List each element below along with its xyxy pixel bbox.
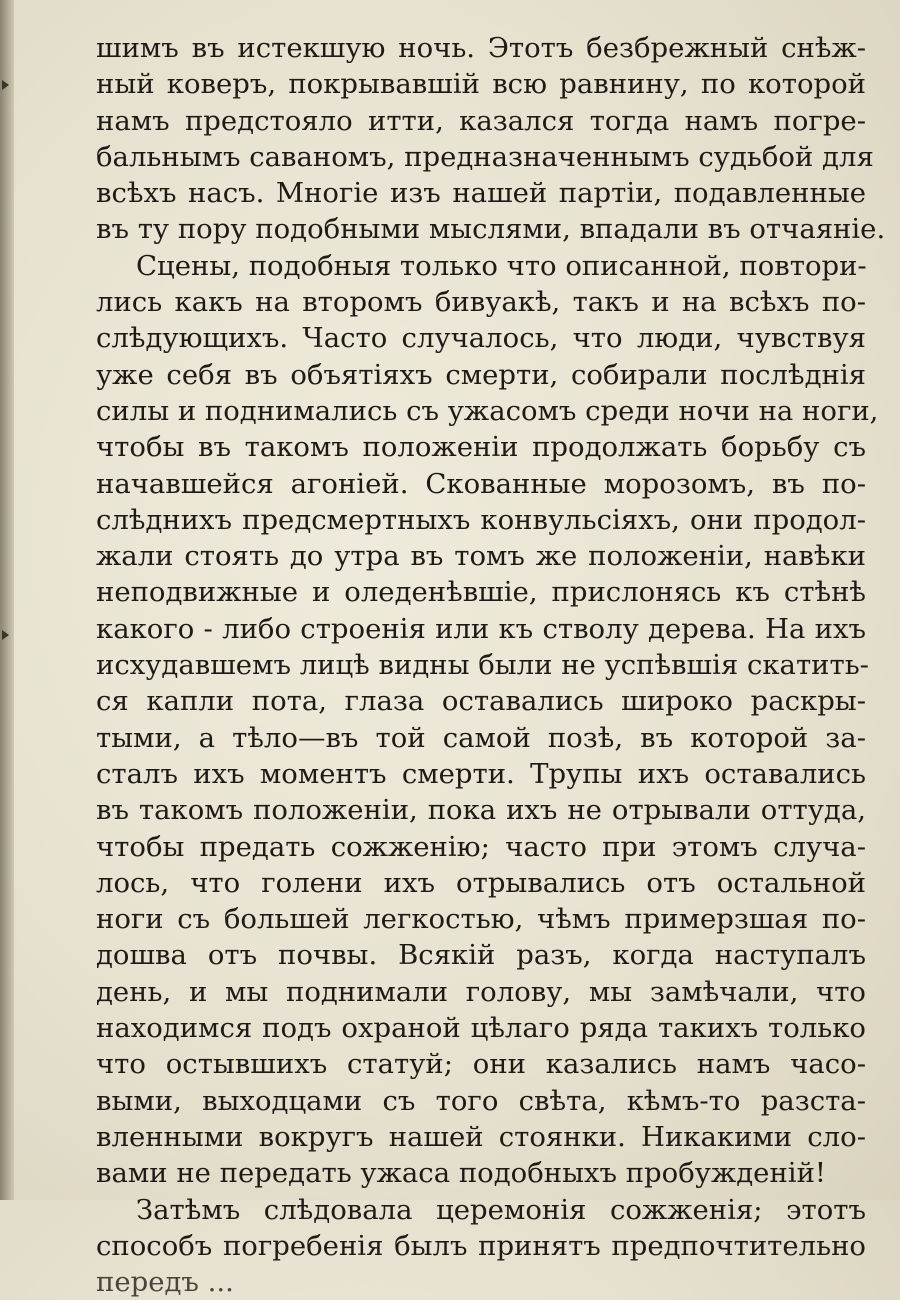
text-line: силы и поднимались съ ужасомъ среди ночи на ноги, xyxy=(96,394,879,427)
text-line: жали стоять до утра въ томъ же положеніи, навѣки xyxy=(96,540,866,573)
text-line: дошва отъ почвы. Всякій разъ, когда наступалъ xyxy=(96,939,866,972)
text-line-cut-off: передъ ... xyxy=(96,1266,234,1299)
text-line: находимся подъ охраной цѣлаго ряда такихъ только xyxy=(96,1012,866,1045)
text-line: слѣднихъ предсмертныхъ конвульсіяхъ, они продол- xyxy=(96,503,866,536)
text-line: всѣхъ насъ. Многіе изъ нашей партіи, подавленные xyxy=(96,177,866,210)
text-line: чтобы предать сожженію; часто при этомъ случа- xyxy=(96,830,866,863)
text-line: ный коверъ, покрывавшій всю равнину, по которой xyxy=(96,68,866,101)
text-line: способъ погребенія былъ принятъ предпочтительно xyxy=(96,1229,866,1262)
text-line: тыми, а тѣло—въ той самой позѣ, въ которой за- xyxy=(96,721,866,754)
text-line: день, и мы поднимали голову, мы замѣчали, что xyxy=(96,975,866,1008)
text-line: намъ предстояло итти, казался тогда намъ погре- xyxy=(96,104,866,137)
text-line: бальнымъ саваномъ, предназначеннымъ судьбой для xyxy=(96,140,874,173)
paragraph-start-line: Сцены, подобныя только что описанной, повтори- xyxy=(136,249,867,282)
text-line: начавшейся агоніей. Скованные морозомъ, въ по- xyxy=(96,467,866,500)
text-line: въ такомъ положеніи, пока ихъ не отрывали оттуда, xyxy=(96,794,866,827)
text-line: вленными вокругъ нашей стоянки. Никакими сло- xyxy=(96,1120,866,1153)
text-line: ноги съ большей легкостью, чѣмъ примерзшая по- xyxy=(96,903,866,936)
text-line: уже себя въ объятіяхъ смерти, собирали послѣднія xyxy=(96,358,866,391)
text-line: выми, выходцами съ того свѣта, кѣмъ-то разста- xyxy=(96,1084,866,1117)
text-line: лись какъ на второмъ бивуакѣ, такъ и на всѣхъ по- xyxy=(96,286,866,319)
paragraph-start-line: Затѣмъ слѣдовала церемонія сожженія; этотъ xyxy=(136,1193,866,1226)
text-line: чтобы въ такомъ положеніи продолжать борьбу съ xyxy=(96,431,866,464)
text-line: сталъ ихъ моментъ смерти. Трупы ихъ оставались xyxy=(96,757,866,790)
page-edge-mark xyxy=(2,80,9,90)
text-line: что остывшихъ статуй; они казались намъ часо- xyxy=(96,1048,866,1081)
page-edge-mark xyxy=(2,630,9,640)
text-line: исхудавшемъ лицѣ видны были не успѣвшія скатить- xyxy=(96,649,869,682)
text-line: неподвижные и оледенѣвшіе, прислонясь къ стѣнѣ xyxy=(96,576,866,609)
text-line: въ ту пору подобными мыслями, впадали въ отчаяніе. xyxy=(96,213,886,246)
text-line: вами не передать ужаса подобныхъ пробужденій! xyxy=(96,1157,826,1190)
page-edge xyxy=(0,0,14,1200)
book-page-text xyxy=(96,30,886,1300)
text-line: какого - либо строенія или къ стволу дерева. На ихъ xyxy=(96,612,866,645)
text-line: ся капли пота, глаза оставались широко раскры- xyxy=(96,685,866,718)
text-line: шимъ въ истекшую ночь. Этотъ безбрежный снѣж- xyxy=(96,32,866,64)
text-line: слѣдующихъ. Часто случалось, что люди, чувствуя xyxy=(96,322,866,355)
text-line: лось, что голени ихъ отрывались отъ остальной xyxy=(96,866,866,899)
